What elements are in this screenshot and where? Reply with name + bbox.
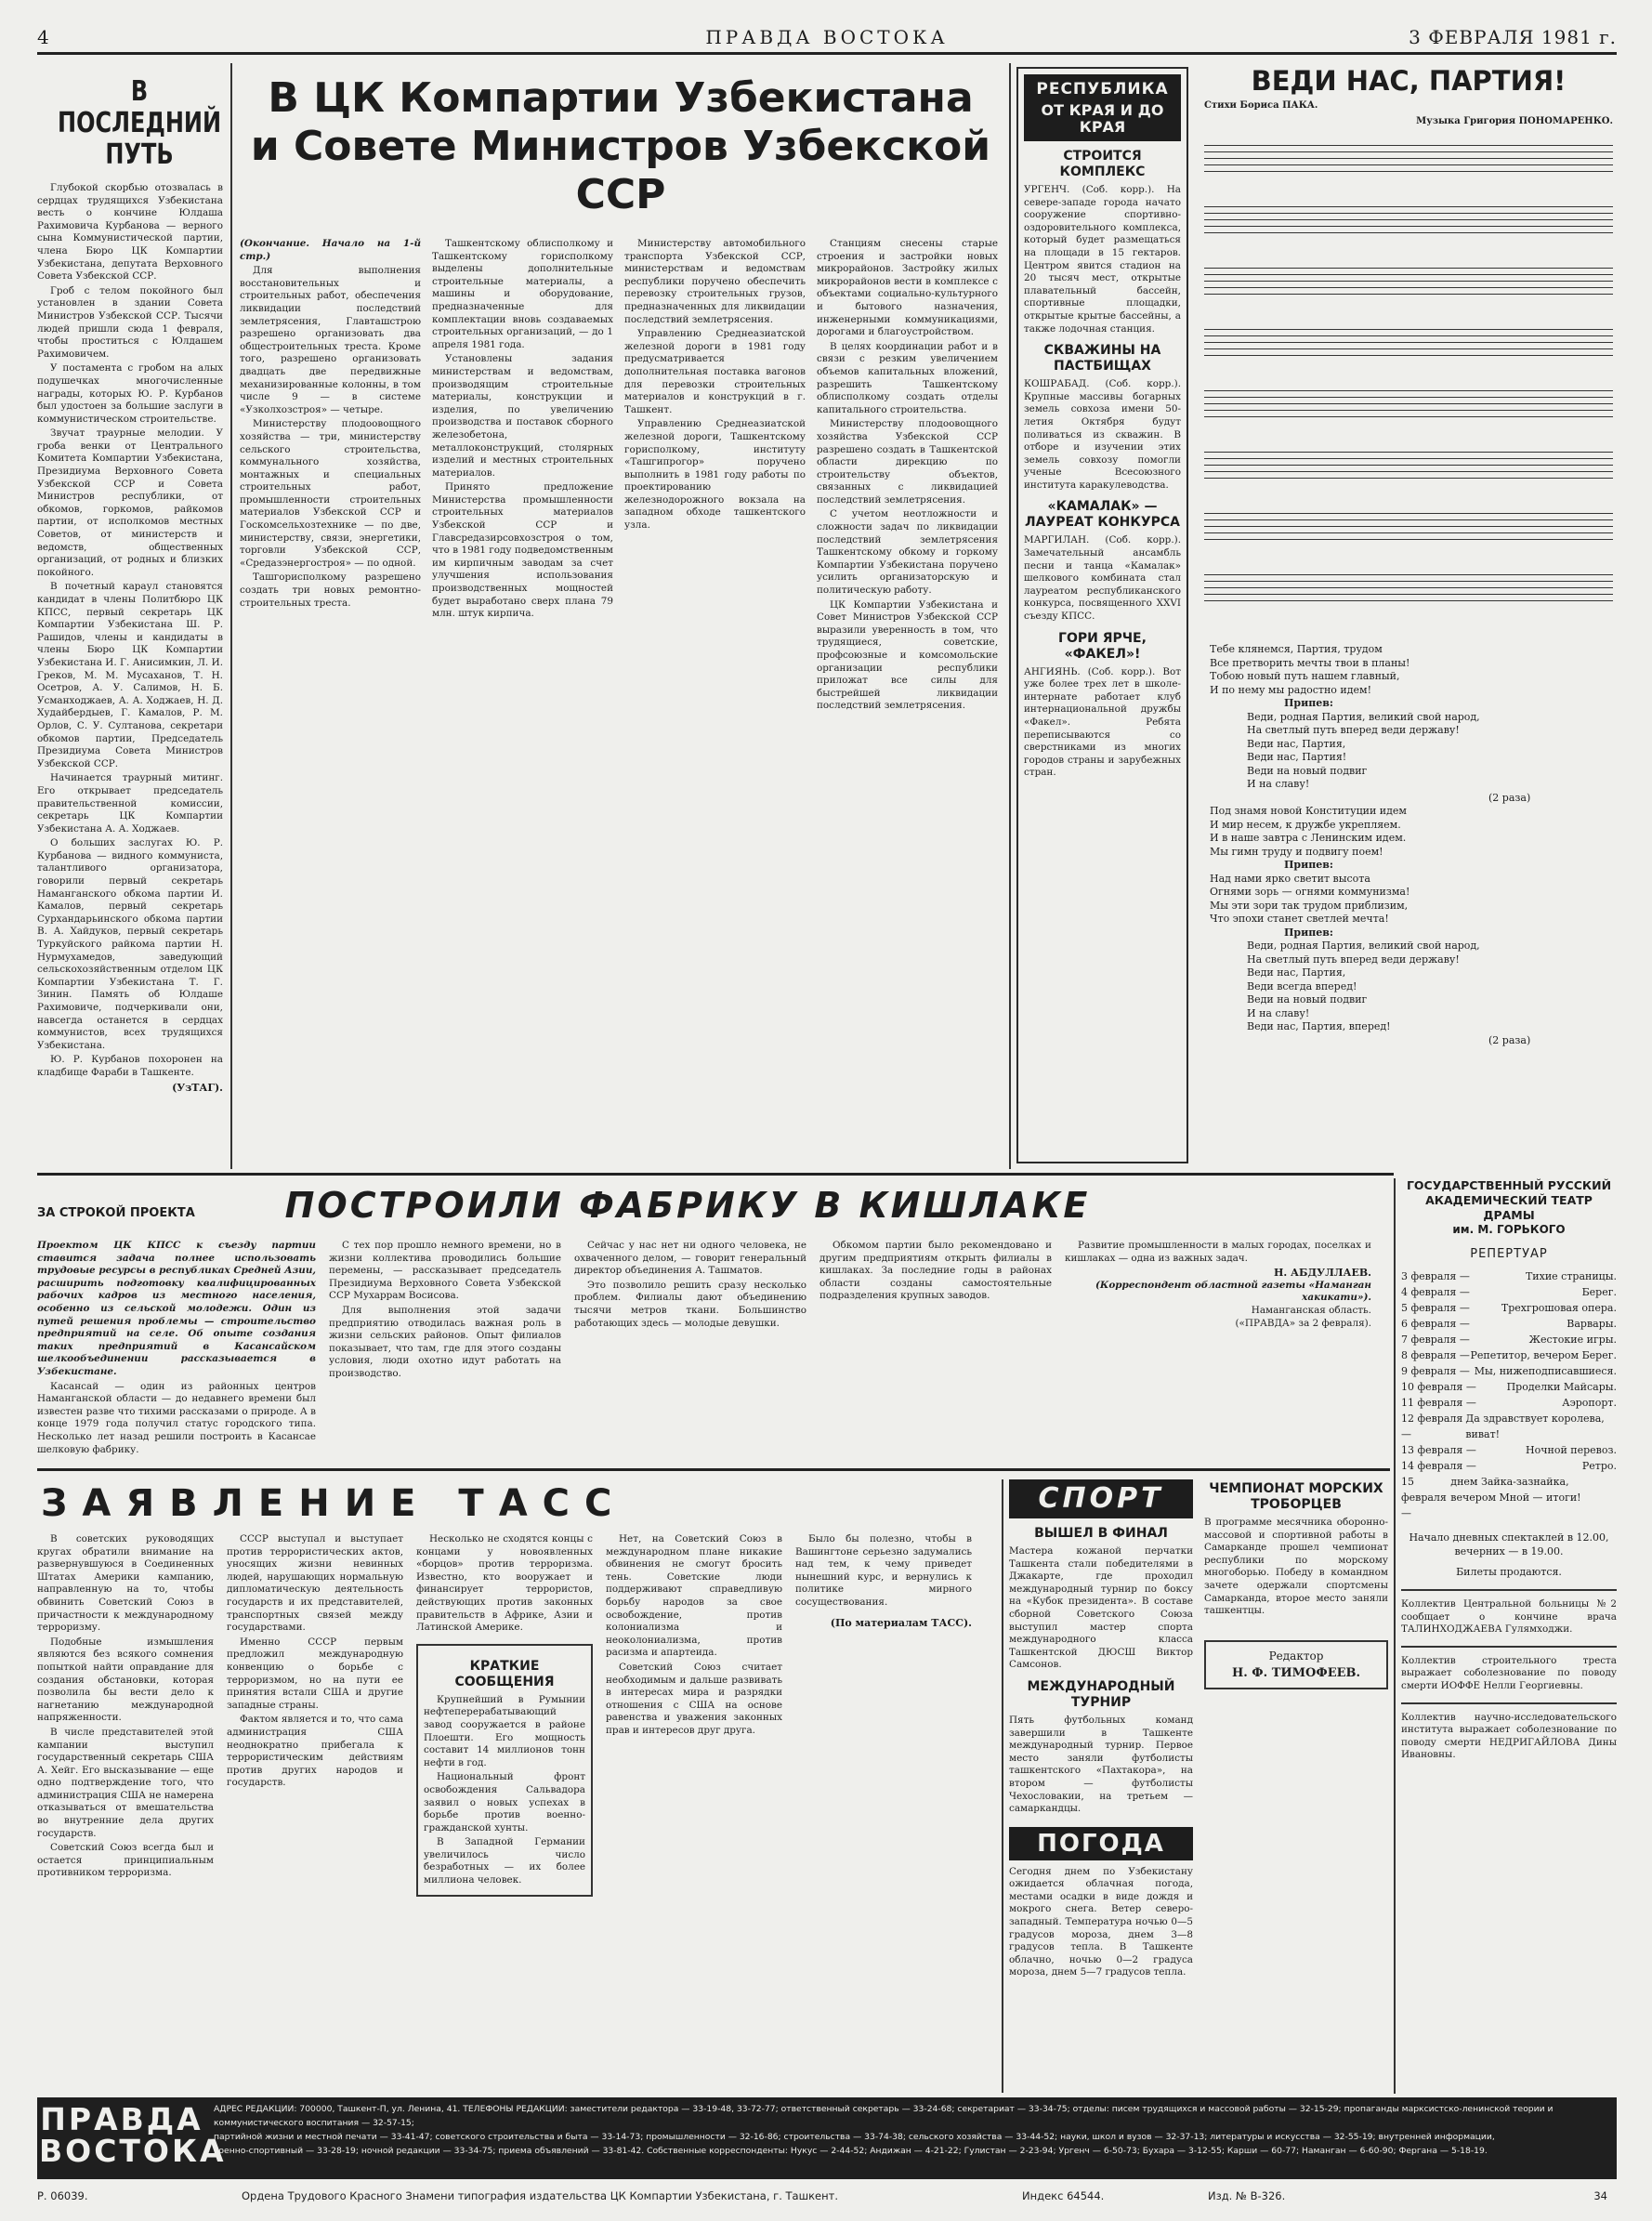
music-credit: Музыка Григория ПОНОМАРЕНКО. — [1416, 116, 1613, 126]
obituary-article — [37, 63, 223, 1169]
song-credits — [1204, 100, 1613, 111]
music-staff — [1204, 574, 1613, 602]
sport-logo: СПОРТ — [1009, 1479, 1193, 1518]
masthead-rule — [37, 52, 1617, 55]
editor-name: Н. Ф. ТИМОФЕЕВ. — [1231, 1665, 1361, 1680]
republic-box — [1016, 67, 1188, 1163]
printer: Ордена Трудового Красного Знамени типография издательства ЦК Компартии Узбекистана, г. Ташкент. — [242, 2189, 839, 2202]
repertoire-item: 10 февраля — Проделки Майсары. — [1401, 1381, 1617, 1393]
sport-weather-section — [1009, 1479, 1388, 2093]
newspaper-logo: ПРАВДА ВОСТОКА — [39, 2104, 204, 2173]
sheet-music — [1204, 136, 1613, 637]
repertoire-item: 4 февраля — Берег. — [1401, 1286, 1617, 1298]
footer-page: 34 — [1593, 2189, 1607, 2202]
republic-item-text: УРГЕНЧ. (Соб. корр.). На севере-западе города начато сооружение спортивно-оздоровительного комплекса, который будет размещаться на площади в 15 гектаров. Центром явится стадион на 20 тысяч мест, открытые плавательный бассейн, спортивные площадки, открытые крытые бассейны, а также лодочная станция. — [1024, 184, 1181, 335]
republic-item-text: АНГИЯНЬ. (Соб. корр.). Вот уже более трех лет в школе-интернате работает клуб интернациональной дружбы «Факел». Ребята переписываются со сверстниками из многих городов страны и зарубежных стран. — [1024, 665, 1181, 779]
condolence-notice: Коллектив Центральной больницы №2 сообщает о кончине врача ТАЛИНХОДЖАЕВА Гулямходжи. — [1401, 1589, 1617, 1636]
repertoire-item: 13 февраля — Ночной перевоз. — [1401, 1444, 1617, 1456]
brief-news-title: КРАТКИЕ СООБЩЕНИЯ — [454, 1658, 555, 1689]
song-title: ВЕДИ НАС, ПАРТИЯ! — [1251, 65, 1567, 97]
sport-column — [1204, 1479, 1388, 1979]
performance-note: Начало дневных спектаклей в 12.00, вечерних — в 19.00. — [1409, 1531, 1609, 1557]
editor-box — [1204, 1640, 1388, 1689]
tass-statement — [37, 1479, 994, 2093]
editor-label: Редактор — [1268, 1649, 1324, 1662]
imprint-line — [37, 2189, 1617, 2212]
repertoire-item: 9 февраля — Мы, нижеподписавшиеся. — [1401, 1365, 1617, 1377]
tass-column: СССР выступал и выступает против террористических актов, уносящих жизни невинных людей, нарушающих нормальную дипломатическую деятельность государств и их представителей, транспортных связей между государствами. Именно СССР первым предложил международную конвенцию о борьбе с терроризмом, но на пути ее принятия встали США и другие западные страны. Фактом является и то, что сама администрация США неоднократно прибегала к террористическим действиям против других народов и государств. — [227, 1533, 403, 1789]
theatre-title: ГОСУДАРСТВЕННЫЙ РУССКИЙ АКАДЕМИЧЕСКИЙ ТЕАТР ДРАМЫ — [1406, 1178, 1612, 1222]
republic-item-head: ГОРИ ЯРЧЕ, «ФАКЕЛ»! — [1058, 630, 1147, 662]
sport-item-head: ЧЕМПИОНАТ МОРСКИХ ТРОБОРЦЕВ — [1209, 1481, 1383, 1512]
sport-item-head: МЕЖДУНАРОДНЫЙ ТУРНИР — [1027, 1678, 1175, 1710]
music-staff — [1204, 329, 1613, 357]
factory-source: («ПРАВДА» за 2 февраля). — [1235, 1317, 1371, 1329]
sport-item-text: В программе месячника оборонно-массовой и спортивной работы в Самарканде прошел чемпионат республики по морскому многоборью. Победу в командном зачете одержали спортсмены Самарканда, второе место заняли ташкентцы. — [1204, 1517, 1388, 1617]
republic-item-text: КОШРАБАД. (Соб. корр.). Крупные массивы богарных земель совхоза имени 50-летия Октября будут поливаться из скважин. В отборе и изучении этих земель совхозу помогли ученые Всесоюзного института каракулеводства. — [1024, 378, 1181, 491]
repertoire-label: РЕПЕРТУАР — [1470, 1247, 1548, 1261]
factory-column: Обкомом партии было рекомендовано и другим предприятиям открыть филиалы в кишлаках. За последние годы в районах области созданы самостоятельные подразделения крупных заводов. — [819, 1240, 1052, 1302]
factory-title: ПОСТРОИЛИ ФАБРИКУ В КИШЛАКЕ — [284, 1185, 1091, 1226]
repertoire-item: 15 февраля — днем Зайка-зазнайка, вечером Мной — итоги! — [1401, 1476, 1581, 1519]
repertoire-item: 3 февраля — Тихие страницы. — [1401, 1270, 1617, 1282]
obituary-paragraph: О больших заслугах Ю. Р. Курбанова — видного коммуниста, талантливого организатора, говорили первый секретарь Наманганского обкома партии И. Камалов, первый секретарь Сурхандарьинского обкома партии В. А. Хайдуков, первый секретарь Туркуйского райкома партии Н. Нурмухамедов, заведующий сельскохозяйственным отделом ЦК Компартии Узбекистана Т. Г. Зинин. Память об Юлдаше Рахимовиче, подчеркивали они, навсегда останется в сердцах коммунистов, всех трудящихся Узбекистана. — [37, 837, 223, 1051]
obituary-paragraph: Гроб с телом покойного был установлен в здании Совета Министров Узбекской ССР. Тысячи людей пришли сюда 1 февраля, чтобы проститься с Юлдашем Рахимовичем. — [37, 284, 223, 360]
factory-kicker: ЗА СТРОКОЙ ПРОЕКТА — [37, 1206, 195, 1220]
tass-column: В советских руководящих кругах обратили внимание на развернувшуюся в Соединенных Штатах Америки кампанию, направленную на то, чтобы обвинить Советский Союз в причастности к международному терроризму. Подобные измышления являются без всякого сомнения попыткой найти оправдание для создания обстановки, которая позволила бы вести дело к нагнетанию международной напряженности. В числе представителей этой кампании выступил государственный секретарь США А. Хейг. Его высказывание — еще одно подтверждение того, что администрация США не намерена отказываться от вмешательства во внутренние дела других государств. Советский Союз всегда был и остается принципиальным противником терроризма. — [37, 1533, 214, 1879]
condolence-notice: Коллектив научно-исследовательского института выражает соболезнование по поводу смерти НЕДРИГАЙЛОВА Дины Ивановны. — [1401, 1702, 1617, 1762]
obituary-title: В ПОСЛЕДНИЙ ПУТЬ — [58, 75, 222, 171]
factory-author-role: (Корреспондент областной газеты «Наманган хакикати»). — [1095, 1279, 1371, 1304]
column-rule — [1009, 63, 1011, 1169]
issue-date: 3 ФЕВРАЛЯ 1981 г. — [1409, 26, 1617, 48]
music-staff — [1204, 268, 1613, 296]
obituary-paragraph: Начинается траурный митинг. Его открывает председатель правительственной комиссии, секретарь ЦК Компартии Узбекистана А. А. Ходжаев. — [37, 772, 223, 835]
song-lyrics: Тебе клянемся, Партия, трудом Все претворить мечты твои в планы! Тобою новый путь нашем главный, И по нему мы радостно идем! Припев: Веди, родная Партия, великий свой народ, На светлый путь вперед веди державу! Веди нас, Партия, Веди нас, Партия! Веди на новый подвиг И на славу! (2 раза) Под знамя новой Конституции идем И мир несем, к дружбе укрепляем. И в наше завтра с Ленинским идем. Мы гимн труду и подвигу поем! Припев: Над нами ярко светит высота Огнями зорь — огнями коммунизма! Мы эти зори так трудом приблизим, Что эпохи станет светлей мечта! Припев: Веди, родная Партия, великий свой народ, На светлый путь вперед веди державу! Веди нас, Партия, Веди всегда вперед! Веди на новый подвиг И на славу! Веди нас, Партия, вперед! (2 раза) — [1210, 643, 1531, 1046]
cc-article — [240, 63, 1002, 1169]
music-staff — [1204, 206, 1613, 234]
obituary-paragraph: У постамента с гробом на алых подушечках многочисленные награды, которых Ю. Р. Курбанов был удостоен за большие заслуги в коммунистическом строительстве. — [37, 362, 223, 425]
music-staff — [1204, 390, 1613, 418]
factory-column: С тех пор прошло немного времени, но в жизни коллектива проводились большие перемены, — рассказывает председатель Президиума Верховного Совета Узбекской ССР Мухаррам Восисова. Для выполнения этой задачи предприятию отводилась важная роль в жизни сельских районов. Опыт филиалов показывает, что там, где для этого созданы условия, люди охотно идут работать на производство. — [329, 1240, 561, 1379]
editorial-address: АДРЕС РЕДАКЦИИ: 700000, Ташкент-П, ул. Ленина, 41. ТЕЛЕФОНЫ РЕДАКЦИИ: заместители редактора — 33-19-48, 33-72-77; ответственный секретарь — 33-24-68; секретариат — 33-34-75; отделы: писем трудящихся и массовой работы — 32-15-29; пропаганды марксистско-ленинской теории и коммунистического воспитания — 32-57-15; партийной жизни и местной печати — 33-41-47; советского строительства и быта — 33-14-73; промышленности — 32-16-86; строительства — 33-74-38; сельского хозяйства — 33-44-52; науки, школ и вузов — 32-37-13; литературы и искусства — 32-55-19; внутренней информации, военно-спортивный — 33-28-19; ночной редакции — 33-34-75; приема объявлений — 33-81-42. Собственные корреспонденты: Нукус — 2-44-52; Андижан — 4-21-22; Гулистан — 2-23-94; Ургенч — 6-50-73; Бухара — 3-12-55; Карши — 60-77; Наманган — 6-60-90; Фергана — 5-18-19. — [214, 2104, 1554, 2156]
repertoire-item: 7 февраля — Жестокие игры. — [1401, 1334, 1617, 1346]
republic-item-head: СКВАЖИНЫ НА ПАСТБИЩАХ — [1043, 343, 1161, 375]
newspaper-name: ПРАВДА ВОСТОКА — [705, 26, 949, 48]
section-rule — [37, 1173, 1394, 1176]
repertoire-item: 5 февраля — Трехгрошовая опера. — [1401, 1302, 1617, 1314]
obituary-paragraph: В почетный караул становятся кандидат в члены Политбюро ЦК КПСС, первый секретарь ЦК Компартии Узбекистана Ш. Р. Рашидов, члены и кандидаты в члены Бюро ЦК Компартии Узбекистана И. Г. Анисимкин, Л. И. Греков, М. М. Мусаханов, Т. Н. Осетров, А. У. Салимов, Н. Б. Усманходжаев, А. А. Ходжаев, Н. Д. Худайбердыев, Г. Камалов, Р. М. Орлов, С. У. Султанова, секретари обкомов партии, Председатель Президиума Совета Министров Узбекской ССР. — [37, 581, 223, 769]
repertoire-item: 14 февраля — Ретро. — [1401, 1460, 1617, 1472]
cc-column-3: Министерству автомобильного транспорта Узбекской ССР, министерствам и ведомствам республики поручено обеспечить перевозку строительных грузов, предназначенных для ликвидации последствий землетрясения. Управлению Среднеазиатской железной дороги в 1981 году предусматривается дополнительная поставка вагонов для перевозки строительных материалов и конструкций в г. Ташкент. Управлению Среднеазиатской железной дороги, Ташкентскому горисполкому, институту «Ташгипрогор» поручено выполнить в 1981 году работы по проектированию железнодорожного вокзала на западном обходе ташкентского узла. — [624, 238, 806, 532]
factory-article — [37, 1182, 1390, 1461]
song-section — [1200, 63, 1617, 1169]
repertoire-item: 12 февраля — Да здравствует королева, виват! — [1401, 1413, 1605, 1440]
factory-place: Наманганская область. — [1251, 1304, 1371, 1316]
theatre-name: им. М. ГОРЬКОГО — [1452, 1223, 1566, 1236]
tass-title: ЗАЯВЛЕНИЕ ТАСС — [41, 1482, 627, 1525]
repertoire-item: 8 февраля — Репетитор, вечером Берег. — [1401, 1349, 1617, 1361]
repertoire-item: 11 февраля — Аэропорт. — [1401, 1397, 1617, 1409]
obituary-agency: (УзТАГ). — [172, 1081, 223, 1094]
music-staff — [1204, 452, 1613, 480]
page-number: 4 — [37, 26, 53, 48]
sport-item-text: Мастера кожаной перчатки Ташкента стали победителями в Джакарте, где проходил международный турнир по боксу на «Кубок президента». В составе сборной Советского Союза выступил мастер спорта международного класса Ташкентской ДЮСШ Виктор Самсонов. — [1009, 1545, 1193, 1671]
sport-column — [1009, 1479, 1193, 1979]
section-rule — [37, 1468, 1390, 1471]
continuation-note: (Окончание. Начало на 1-й стр.) — [240, 238, 421, 262]
factory-column: Развитие промышленности в малых городах, поселках и кишлаках — одна из важных задач. Н. АБДУЛЛАЕВ. (Корреспондент областной газеты «Наманган хакикати»). Наманганская область. («ПРАВДА» за 2 февраля). — [1065, 1240, 1371, 1329]
brief-news-box: КРАТКИЕ СООБЩЕНИЯ Крупнейший в Румынии нефтеперерабатывающий завод сооружается в районе Плоешти. Его мощность составит 14 миллионов тонн нефти в год. Национальный фронт освобождения Сальвадора заявил о новых успехах в борьбе против военно-гражданской хунты. В Западной Германии увеличилось число безработных — их более миллиона человек. — [416, 1644, 593, 1897]
lyrics-credit: Стихи Бориса ПАКА. — [1204, 100, 1318, 111]
tass-column: Было бы полезно, чтобы в Вашингтоне серьезно задумались над тем, к чему приведет нынешний курс, и вернулись к политике мирного сосуществования. (По материалам ТАСС). — [795, 1533, 972, 1629]
cc-column-2: Ташкентскому облисполкому и Ташкентскому горисполкому выделены дополнительные строительные материалы, а машины и оборудование, предназначенные для комплектации вновь создаваемых строительных организаций, — до 1 апреля 1981 года. Установлены задания министерствам и ведомствам, производящим строительные материалы, конструкции и изделия, по увеличению производства и поставок сборного железобетона, металлоконструкций, столярных изделий и местных строительных материалов. Принято предложение Министерства промышленности строительных материалов Узбекской ССР и Главсредазирсовхозстроя о том, что в 1981 году подведомственным им кирпичным заводам за счет улучшения использования производственных мощностей будет выработано сверх плана 79 млн. штук кирпича. — [432, 238, 613, 620]
theatre-section — [1401, 1178, 1617, 2094]
obituary-paragraph: Ю. Р. Курбанов похоронен на кладбище Фараби в Ташкенте. — [37, 1054, 223, 1078]
tickets-note: Билеты продаются. — [1456, 1566, 1562, 1578]
column-rule — [1002, 1479, 1003, 2093]
print-code: Р. 06039. — [37, 2189, 88, 2202]
cc-column-1: (Окончание. Начало на 1-й стр.) Для выполнения восстановительных и строительных работ, обеспечения ликвидации последствий землетрясения, Главташстрою разрешено организовать два общестроительных треста. Кроме того, разрешено организовать двадцать две передвижные механизированные колонны, в том числе 9 — в системе «Узколхозстроя» — четыре. Министерству плодоовощного хозяйства — три, министерству сельского строительства, коммунального хозяйства, монтажных и специальных строительных работ, промышленности строительных материалов Узбекской ССР и Госкомсельхозтехнике — по две, министерству, связи, энергетики, торговли Узбекской ССР, «Средазэнергостроя» — по одной. Ташгорисполкому разрешено создать три новых ремонтно-строительных треста. — [240, 238, 421, 609]
subscription-index: Индекс 64544. — [1022, 2189, 1105, 2202]
obituary-body — [37, 182, 223, 1094]
tass-source: (По материалам ТАСС). — [830, 1616, 972, 1629]
repertoire-item: 6 февраля — Варвары. — [1401, 1318, 1617, 1330]
order-number: Изд. № В-326. — [1208, 2189, 1286, 2202]
tass-column: Нет, на Советский Союз в международном плане никакие обвинения не смогут бросить тень. Советские люди поддерживают справедливую борьбу народов за свое освобождение, против колониализма и неоколониализма, против расизма и апартеида. Советский Союз считает необходимым и дальше развивать в интересах мира и разрядки отношения с США на основе равенства и уважения законных прав и интересов друг друга. — [606, 1533, 782, 1736]
factory-author: Н. АБДУЛЛАЕВ. — [1273, 1267, 1371, 1280]
music-staff — [1204, 145, 1613, 173]
weather-text: Сегодня днем по Узбекистану ожидается облачная погода, местами осадки в виде дождя и мокрого снега. Ветер северо-западный. Температура ночью 0—5 градусов мороза, днем 3—8 градусов тепла. В Ташкенте облачно, ночью 0—2 градуса мороза, днем 5—7 градусов тепла. — [1009, 1865, 1193, 1978]
masthead — [37, 26, 1617, 50]
republic-item-head: СТРОИТСЯ КОМПЛЕКС — [1059, 149, 1146, 179]
sport-item-text: Пять футбольных команд завершили в Ташкенте международный турнир. Первое место заняли футболисты ташкентского «Пахтакора», на втором — футболисты Чехословакии, на третьем — самаркандцы. — [1009, 1714, 1193, 1815]
weather-logo: ПОГОДА — [1009, 1827, 1193, 1860]
column-rule — [1394, 1178, 1396, 2094]
sport-item-head: ВЫШЕЛ В ФИНАЛ — [1034, 1526, 1168, 1541]
tass-column: Несколько не сходятся концы с концами у новоявленных «борцов» против терроризма. Известно, кто вооружает и финансирует террористов, действующих против законных правительств в Африке, Азии и Латинской Америке. КРАТКИЕ СООБЩЕНИЯ Крупнейший в Румынии нефтеперерабатывающий завод сооружается в районе Плоешти. Его мощность составит 14 миллионов тонн нефти в год. Национальный фронт освобождения Сальвадора заявил о новых успехах в борьбе против военно-гражданской хунты. В Западной Германии увеличилось число безработных — их более миллиона человек. — [416, 1533, 593, 1897]
cc-article-title: В ЦК Компартии Узбекистана и Совете Министров Узбекской ССР — [250, 74, 991, 218]
republic-logo: РЕСПУБЛИКА ОТ КРАЯ И ДО КРАЯ — [1024, 74, 1181, 141]
obituary-paragraph: Глубокой скорбью отозвалась в сердцах трудящихся Узбекистана весть о кончине Юлдаша Рахимовича Курбанова — верного сына Коммунистической партии, члена Бюро ЦК Компартии Узбекистана, депутата Верховного Совета Узбекской ССР. — [37, 182, 223, 283]
column-rule — [230, 63, 232, 1169]
factory-lead: Проектом ЦК КПСС к съезду партии ставится задача полнее использовать трудовые ресурсы в республиках Средней Азии, расширить подготовку квалифицированных рабочих кадров из местного населения, особенно из сельской молодежи. Один из путей решения проблемы — строительство предприятий на селе. Об опыте создания таких предприятий в Касансайском шелкообъединении рассказывается в Узбекистане. Касансай — один из районных центров Наманганской области — до недавнего времени был известен разве что тихими рассказами о природе. А в конце 1979 года получил статус городского типа. Несколько лет назад решили построить в Касансае шелковую фабрику. — [37, 1240, 316, 1455]
music-staff — [1204, 513, 1613, 541]
obituary-paragraph: Звучат траурные мелодии. У гроба венки от Центрального Комитета Компартии Узбекистана, Президиума Верховного Совета Узбекской ССР и Совета Министров республики, от обкомов, горкомов, райкомов партии, от исполкомов местных Советов, от министерств и ведомств, общественных организаций, от родных и близких покойного. — [37, 427, 223, 578]
republic-item-head: «КАМАЛАК» — ЛАУРЕАТ КОНКУРСА — [1024, 499, 1180, 531]
condolence-notice: Коллектив строительного треста выражает соболезнование по поводу смерти ИОФФЕ Нелли Георгиевны. — [1401, 1646, 1617, 1693]
cc-column-4: Станциям снесены старые строения и застройки новых микрорайонов. Застройку жилых микрорайонов вести в комплексе с объектами социально-культурного и бытового назначения, инженерными коммуникациями, дорогами и благоустройством. В целях координации работ и в связи с резким увеличением объемов капитальных вложений, разрешить Ташкентскому облисполкому создать отделы капитального строительства. Министерству плодоовощного хозяйства Узбекской ССР разрешено создать в Ташкентской области дирекцию по строительству объектов, связанных с ликвидацией последствий землетрясения. С учетом неотложности и сложности задач по ликвидации последствий землетрясения Ташкентскому обкому и горкому Компартии Узбекистана поручено усилить организаторскую и политическую работу. ЦК Компартии Узбекистана и Совет Министров Узбекской ССР выразили уверенность в том, что трудящиеся, советские, профсоюзные и комсомольские организации республики приложат все силы для быстрейшей ликвидации последствий землетрясения. — [817, 238, 998, 712]
factory-column: Сейчас у нас нет ни одного человека, не охваченного делом, — говорит генеральный директор объединения А. Ташматов. Это позволило решить сразу несколько проблем. Филиалы дают объединению тысячи метров ткани. Большинство работающих здесь — молодые девушки. — [574, 1240, 806, 1329]
republic-item-text: МАРГИЛАН. (Соб. корр.). Замечательный ансамбль песни и танца «Камалак» шелкового комбината стал лауреатом республиканского конкурса, посвященного XXVI съезду КПСС. — [1024, 534, 1181, 623]
